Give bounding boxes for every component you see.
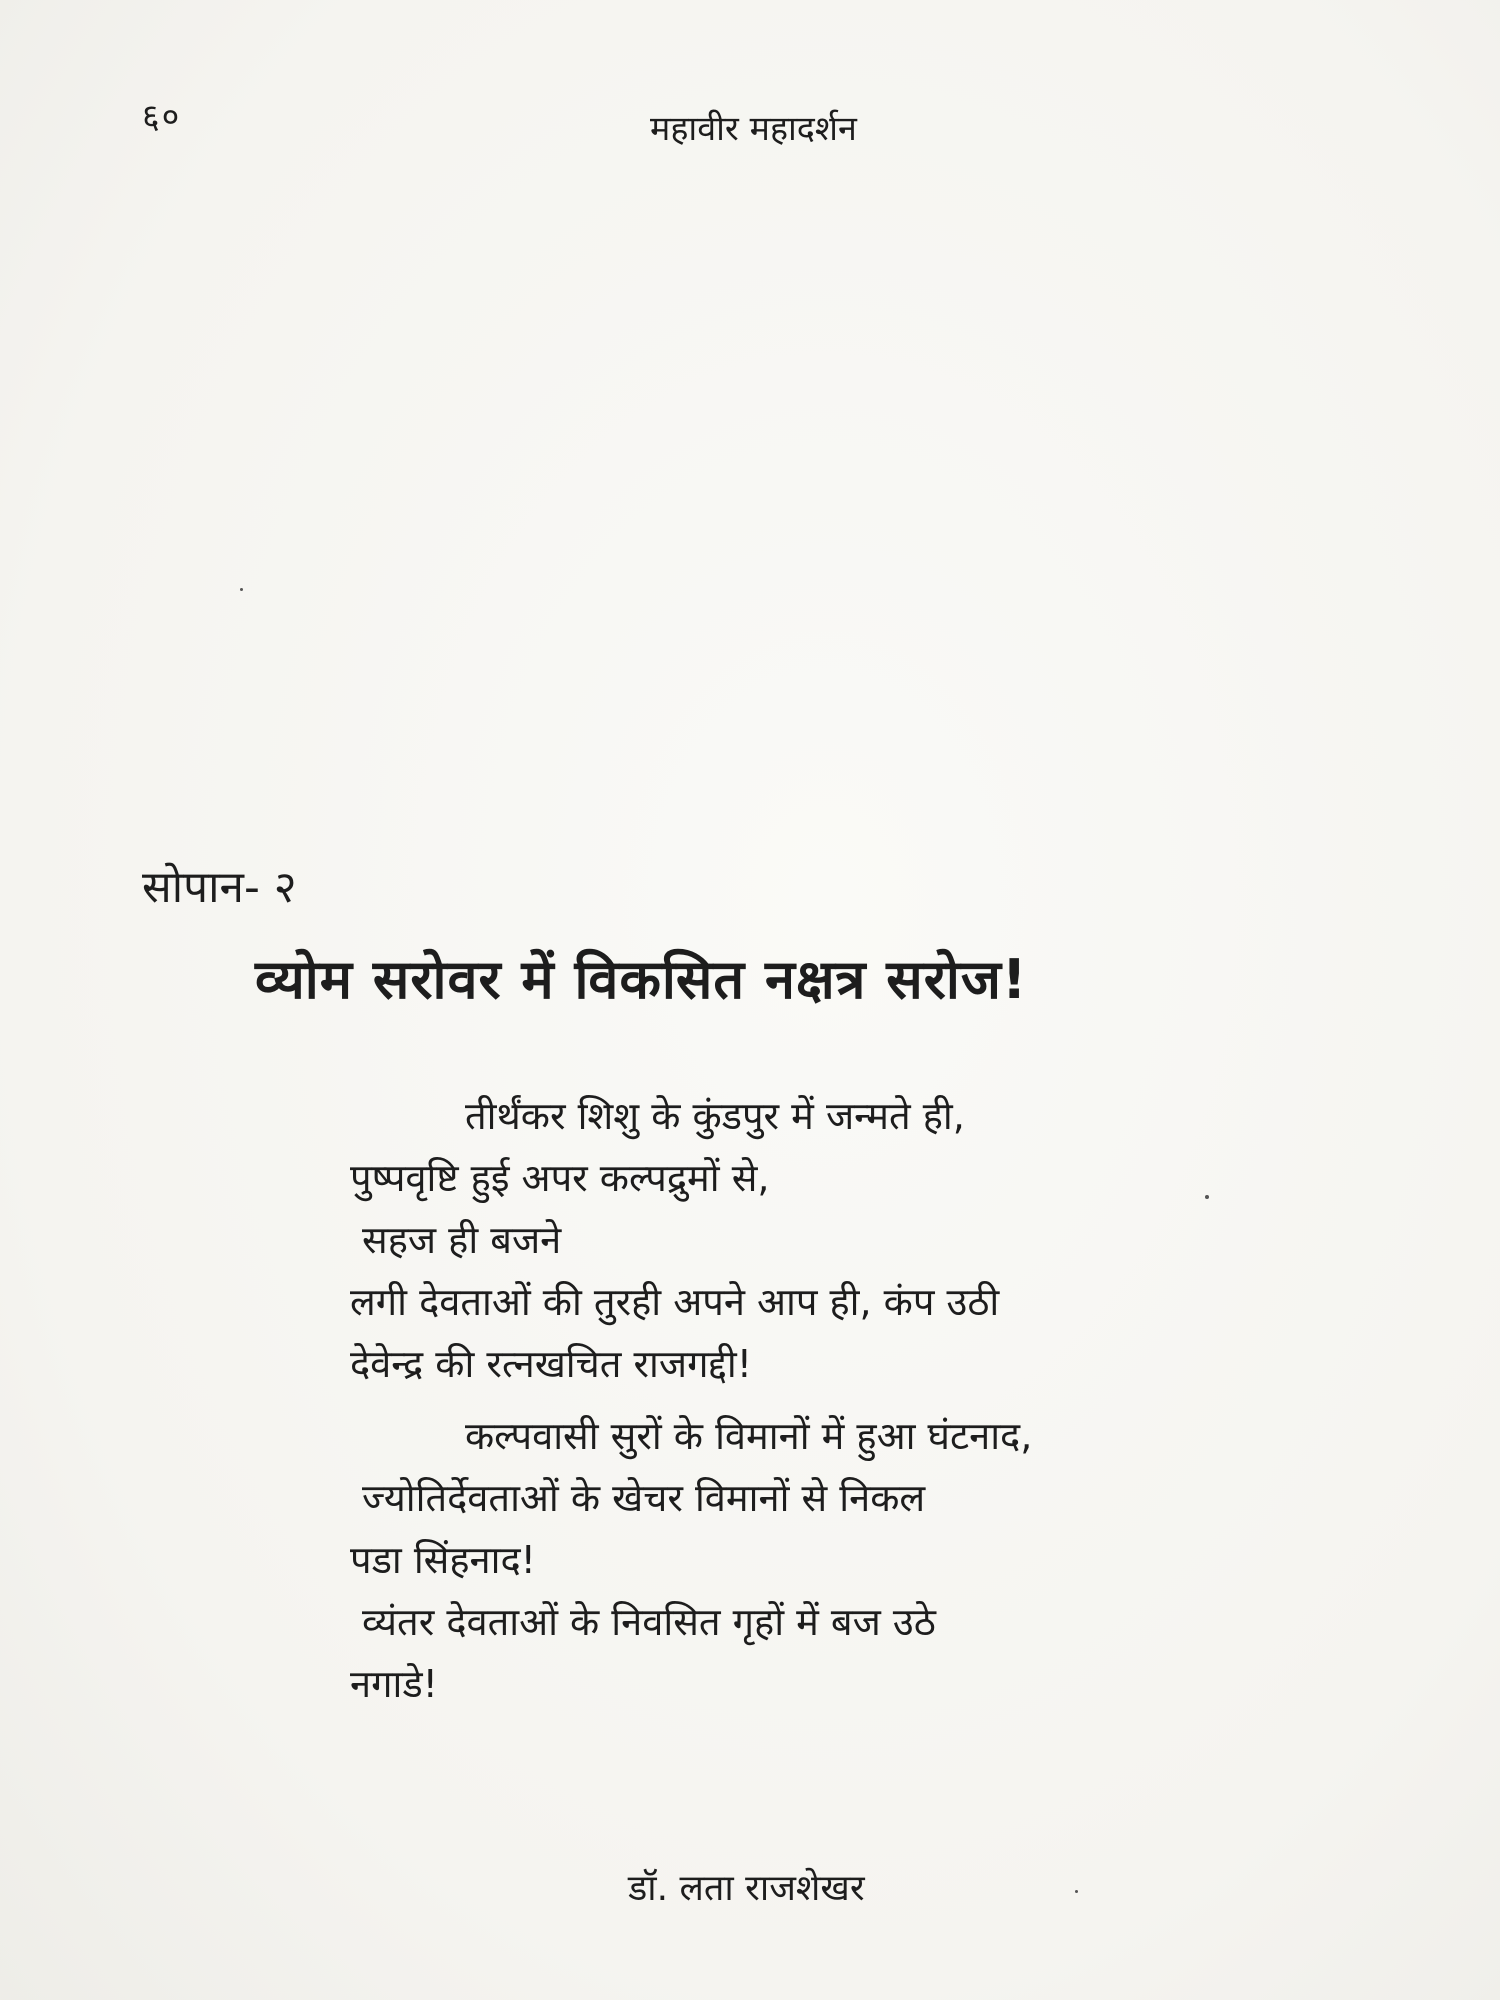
chapter-label: सोपान- २ [142, 862, 297, 913]
poem-line: लगी देवताओं की तुरही अपने आप ही, कंप उठी [350, 1280, 1000, 1324]
paper-speck [1075, 1890, 1078, 1893]
poem-line: कल्पवासी सुरों के विमानों में हुआ घंटनाद, [465, 1414, 1033, 1458]
poem-line: व्यंतर देवताओं के निवसित गृहों में बज उठे [362, 1600, 936, 1644]
poem-line: सहज ही बजने [362, 1218, 562, 1262]
poem-line: देवेन्द्र की रत्नखचित राजगद्दी! [350, 1342, 752, 1386]
poem-line: नगाडे! [350, 1662, 438, 1706]
poem-line: ज्योतिर्देवताओं के खेचर विमानों से निकल [362, 1476, 926, 1520]
running-header-title: महावीर महादर्शन [650, 109, 857, 149]
poem-line: तीर्थंकर शिशु के कुंडपुर में जन्मते ही, [465, 1094, 965, 1138]
author-name: डॉ. लता राजशेखर [628, 1868, 865, 1909]
poem-line: पडा सिंहनाद! [350, 1538, 536, 1582]
poem-stanza-1 [350, 1085, 999, 1395]
paper-speck [240, 588, 243, 591]
poem-stanza-2 [350, 1405, 1032, 1715]
page-number: ६० [142, 97, 182, 137]
paper-speck [1205, 1195, 1209, 1199]
poem-line: पुष्पवृष्टि हुई अपर कल्पद्रुमों से, [350, 1156, 770, 1200]
chapter-title: व्योम सरोवर में विकसित नक्षत्र सरोज! [255, 948, 1028, 1011]
